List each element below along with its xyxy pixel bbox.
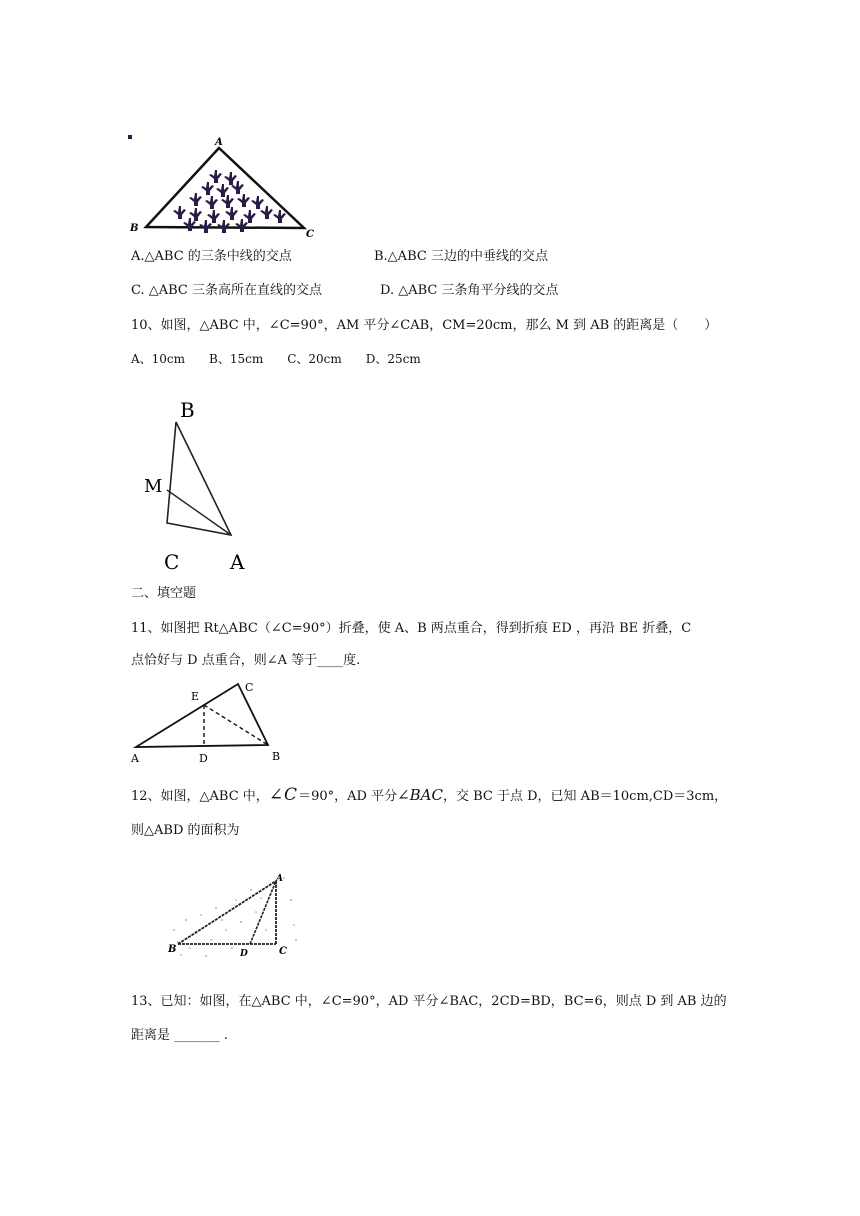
point-label-d: D: [199, 752, 208, 765]
vertex-label-c: C: [164, 550, 180, 574]
fold-triangle-figure: [128, 678, 288, 766]
point-label-m: M: [144, 476, 163, 497]
angle-c-symbol: ∠C: [268, 785, 299, 805]
right-triangle-bisector-figure: [166, 870, 306, 962]
q13-line2: 距离是 _______ .: [131, 1028, 228, 1043]
section-title: 二、填空题: [131, 586, 197, 601]
q11-line2: 点恰好与 D 点重合，则∠A 等于____度.: [131, 653, 361, 668]
vertex-label-c: C: [245, 681, 254, 694]
vertex-label-b: B: [272, 750, 281, 763]
q12-part1: 12、如图，△ABC 中，: [131, 789, 269, 804]
speckle-noise: [173, 877, 297, 957]
q12-part3: ，交 BC 于点 D，已知 AB＝10cm,CD＝3cm，: [442, 789, 728, 804]
triangle-bisector-figure: [140, 385, 260, 575]
q9-option-c: C. △ABC 三条高所在直线的交点: [131, 283, 323, 298]
vertex-label-b: B: [168, 944, 177, 955]
q13-line1: 13、已知：如图，在△ABC 中，∠C=90°，AD 平分∠BAC，2CD=BD，BC=6，则点 D 到 AB 边的: [131, 994, 727, 1009]
q11-line1: 11、如图把 Rt△ABC（∠C=90°）折叠，使 A、B 两点重合，得到折痕 ED ，再沿 BE 折叠，C: [131, 621, 692, 636]
q12-line2: 则△ABD 的面积为: [131, 823, 240, 838]
vertex-label-c: C: [306, 229, 314, 239]
angle-bac-symbol: ∠BAC: [397, 786, 443, 804]
triangle-trees-figure: [128, 135, 320, 239]
vertex-label-b: B: [130, 223, 139, 234]
point-label-e: E: [191, 690, 200, 703]
tree-pattern: [128, 135, 286, 233]
vertex-label-a: A: [230, 550, 245, 574]
q9-option-a: A.△ABC 的三条中线的交点: [131, 249, 292, 264]
q12-line1: [131, 786, 727, 806]
vertex-label-a: A: [131, 752, 139, 765]
vertex-label-b: B: [180, 398, 195, 422]
point-label-d: D: [240, 949, 248, 959]
q10-options: A、10cm B、15cm C、20cm D、25cm: [131, 352, 421, 366]
q10-stem: 10、如图，△ABC 中，∠C=90°，AM 平分∠CAB，CM=20cm，那么 M 到 AB 的距离是（ ）: [131, 318, 718, 333]
q9-option-d: D. △ABC 三条角平分线的交点: [380, 283, 559, 298]
vertex-label-c: C: [279, 946, 287, 957]
vertex-label-a: A: [276, 874, 283, 884]
q9-option-b: B.△ABC 三边的中垂线的交点: [374, 249, 548, 264]
q12-part2: ＝90°，AD 平分: [298, 789, 398, 804]
vertex-label-a: A: [215, 137, 223, 148]
